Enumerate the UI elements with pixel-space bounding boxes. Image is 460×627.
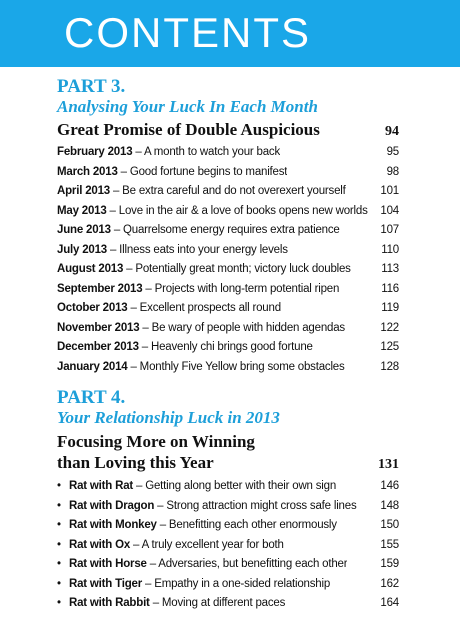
toc-entry[interactable] <box>57 536 399 556</box>
entry-month: October 2013 <box>57 302 128 314</box>
entry-month: March 2013 <box>57 165 118 178</box>
toc-entry[interactable] <box>57 202 399 222</box>
entry-description: – Illness eats into your energy levels <box>107 243 288 256</box>
entry-page-number: 148 <box>380 499 399 512</box>
entry-description: – Love in the air & a love of books opens new worlds <box>106 204 368 217</box>
part3-heading-text: Great Promise of Double Auspicious <box>57 120 320 139</box>
entry-description: – A truly excellent year for both <box>130 538 284 551</box>
entry-text <box>57 338 313 358</box>
entry-text <box>57 477 336 497</box>
entry-page-number: 164 <box>380 597 399 609</box>
entry-text <box>57 241 288 261</box>
header-banner <box>0 0 460 67</box>
entry-page-number: 119 <box>381 302 399 314</box>
bullet-icon: • <box>57 480 61 492</box>
entry-month: September 2013 <box>57 282 143 295</box>
part3-entry-list <box>57 143 399 377</box>
entry-text <box>57 575 330 595</box>
entry-month: June 2013 <box>57 224 111 236</box>
bullet-icon: • <box>57 597 61 609</box>
entry-text <box>57 202 368 222</box>
part4-entry-list <box>57 477 399 614</box>
entry-description: – Excellent prospects all round <box>127 302 281 314</box>
toc-entry[interactable] <box>57 241 399 261</box>
toc-entry[interactable] <box>57 221 399 241</box>
entry-text <box>57 319 345 339</box>
entry-text <box>57 497 357 517</box>
bullet-icon: • <box>57 558 61 570</box>
page-title: CONTENTS <box>64 9 311 56</box>
entry-text <box>57 555 347 575</box>
entry-description: – Strong attraction might cross safe lines <box>154 499 357 512</box>
toc-entry[interactable] <box>57 555 399 575</box>
toc-entry[interactable] <box>57 143 399 163</box>
entry-page-number: 125 <box>380 341 399 353</box>
part3-section <box>57 76 399 377</box>
contents-body <box>57 76 399 614</box>
entry-title: Rat with Rat <box>69 480 134 492</box>
toc-entry[interactable] <box>57 477 399 497</box>
entry-title: Rat with Tiger <box>69 577 143 590</box>
entry-description: – Empathy in a one-sided relationship <box>142 577 331 590</box>
entry-description: – A month to watch your back <box>132 146 281 158</box>
entry-text <box>57 358 345 378</box>
entry-text <box>57 536 284 556</box>
entry-text <box>57 143 280 163</box>
toc-entry[interactable] <box>57 575 399 595</box>
entry-description: – Moving at different paces <box>149 597 286 609</box>
entry-month: January 2014 <box>57 360 128 373</box>
entry-month: August 2013 <box>57 263 124 275</box>
part3-subtitle: Analysing Your Luck In Each Month <box>57 97 318 116</box>
toc-entry[interactable] <box>57 182 399 202</box>
entry-text <box>57 260 351 280</box>
toc-entry[interactable] <box>57 260 399 280</box>
entry-text <box>57 516 337 536</box>
entry-page-number: 162 <box>380 577 399 590</box>
entry-month: July 2013 <box>57 243 107 256</box>
entry-title: Rat with Horse <box>69 558 147 570</box>
toc-entry[interactable] <box>57 516 399 536</box>
part3-heading-page: 94 <box>385 124 399 139</box>
part4-heading-page: 131 <box>378 457 399 472</box>
entry-text <box>57 182 346 202</box>
entry-title: Rat with Dragon <box>69 499 155 512</box>
entry-description: – Getting along better with their own sign <box>133 480 337 492</box>
entry-page-number: 155 <box>380 538 399 551</box>
bullet-icon: • <box>57 577 61 590</box>
entry-page-number: 150 <box>380 519 399 531</box>
entry-page-number: 159 <box>380 558 399 570</box>
entry-page-number: 113 <box>381 263 399 275</box>
entry-description: – Good fortune begins to manifest <box>117 165 288 178</box>
entry-title: Rat with Rabbit <box>69 597 150 609</box>
entry-title: Rat with Ox <box>69 538 131 551</box>
toc-entry[interactable] <box>57 358 399 378</box>
entry-description: – Quarrelsome energy requires extra patience <box>110 224 340 236</box>
part4-label: PART 4. <box>57 387 126 408</box>
entry-text <box>57 299 281 319</box>
toc-entry[interactable] <box>57 497 399 517</box>
toc-entry[interactable] <box>57 280 399 300</box>
entry-text <box>57 163 287 183</box>
entry-description: – Be wary of people with hidden agendas <box>139 321 345 334</box>
entry-description: – Be extra careful and do not overexert yourself <box>109 185 346 197</box>
entry-month: December 2013 <box>57 341 139 353</box>
bullet-icon: • <box>57 519 61 531</box>
part4-heading-line1: Focusing More on Winning <box>57 432 255 451</box>
entry-description: – Projects with long-term potential ripen <box>142 282 340 295</box>
toc-entry[interactable] <box>57 594 399 614</box>
entry-text <box>57 221 340 241</box>
toc-entry[interactable] <box>57 338 399 358</box>
entry-month: February 2013 <box>57 146 133 158</box>
entry-page-number: 107 <box>380 224 399 236</box>
entry-page-number: 95 <box>386 146 399 158</box>
bullet-icon: • <box>57 499 61 512</box>
toc-entry[interactable] <box>57 163 399 183</box>
toc-entry[interactable] <box>57 319 399 339</box>
entry-text <box>57 280 339 300</box>
part3-label: PART 3. <box>57 76 126 97</box>
toc-entry[interactable] <box>57 299 399 319</box>
bullet-icon: • <box>57 538 61 551</box>
entry-month: April 2013 <box>57 185 110 197</box>
entry-text <box>57 594 285 614</box>
part3-heading[interactable] <box>57 119 399 142</box>
part4-subtitle: Your Relationship Luck in 2013 <box>57 408 280 427</box>
entry-title: Rat with Monkey <box>69 519 157 531</box>
entry-page-number: 110 <box>381 243 399 256</box>
part4-heading-line2: than Loving this Year <box>57 453 214 472</box>
part4-heading[interactable] <box>57 431 399 475</box>
entry-page-number: 98 <box>386 165 399 178</box>
entry-month: November 2013 <box>57 321 140 334</box>
entry-page-number: 122 <box>380 321 399 334</box>
entry-page-number: 104 <box>380 204 399 217</box>
entry-description: – Benefitting each other enormously <box>156 519 337 531</box>
entry-month: May 2013 <box>57 204 107 217</box>
entry-description: – Monthly Five Yellow bring some obstacles <box>127 360 345 373</box>
entry-page-number: 146 <box>380 480 399 492</box>
entry-page-number: 128 <box>380 360 399 373</box>
entry-page-number: 101 <box>380 185 399 197</box>
entry-description: – Heavenly chi brings good fortune <box>138 341 313 353</box>
entry-description: – Adversaries, but benefitting each other <box>146 558 348 570</box>
part4-section <box>57 387 399 614</box>
entry-description: – Potentially great month; victory luck doubles <box>123 263 351 275</box>
entry-page-number: 116 <box>381 282 399 295</box>
